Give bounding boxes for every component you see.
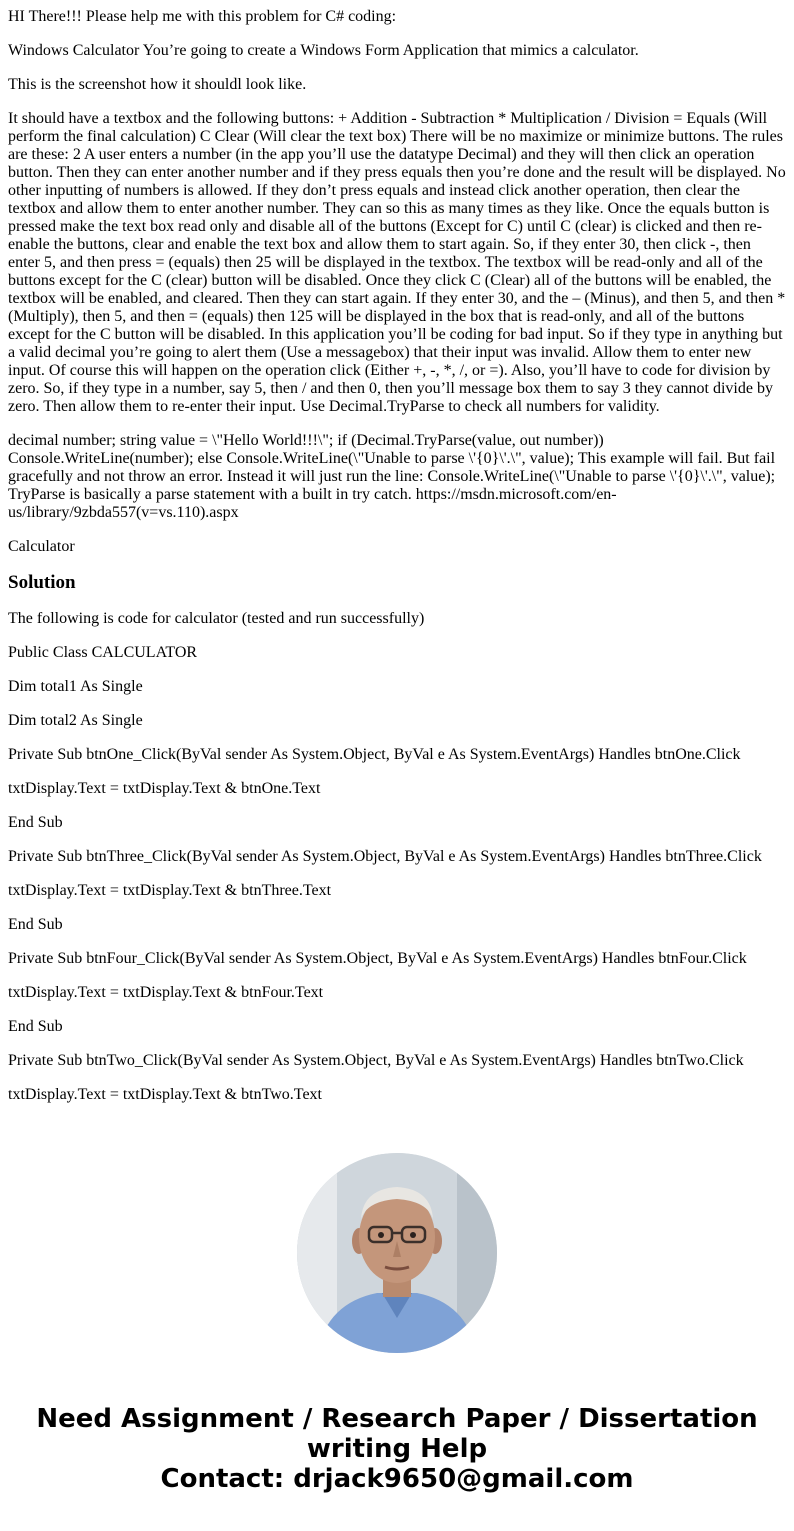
author-portrait-icon	[297, 1153, 497, 1353]
question-title-line: Windows Calculator You’re going to create a Windows Form Application that mimics a calculator.	[8, 42, 639, 59]
solution-line: Dim total1 As Single	[8, 678, 143, 695]
footer-line-2: writing Help	[306, 1434, 488, 1464]
footer-contact: Contact: drjack9650@gmail.com	[160, 1464, 634, 1494]
question-intro: HI There!!! Please help me with this problem for C# coding:	[8, 8, 397, 25]
solution-line: txtDisplay.Text = txtDisplay.Text & btnTwo.Text	[8, 1086, 322, 1103]
author-avatar	[297, 1153, 497, 1353]
solution-line: Private Sub btnFour_Click(ByVal sender As System.Object, ByVal e As System.EventArgs) Handles btnFour.Click	[8, 950, 747, 967]
solution-line: Private Sub btnTwo_Click(ByVal sender As System.Object, ByVal e As System.EventArgs) Handles btnTwo.Click	[8, 1052, 744, 1069]
footer-line-1: Need Assignment / Research Paper / Dissertation	[36, 1404, 758, 1434]
solution-line: The following is code for calculator (tested and run successfully)	[8, 610, 425, 627]
solution-line: txtDisplay.Text = txtDisplay.Text & btnOne.Text	[8, 780, 321, 797]
screenshot-note: This is the screenshot how it shouldl look like.	[8, 76, 307, 93]
solution-line: End Sub	[8, 916, 63, 933]
solution-line: End Sub	[8, 814, 63, 831]
solution-line: Dim total2 As Single	[8, 712, 143, 729]
solution-line: txtDisplay.Text = txtDisplay.Text & btnThree.Text	[8, 882, 332, 899]
solution-line: End Sub	[8, 1018, 63, 1035]
document-body	[0, 8, 794, 1104]
solution-line: Private Sub btnOne_Click(ByVal sender As System.Object, ByVal e As System.EventArgs) Handles btnOne.Click	[8, 746, 741, 763]
solution-line: Private Sub btnThree_Click(ByVal sender As System.Object, ByVal e As System.EventArgs) Handles btnThree.Click	[8, 848, 762, 865]
code-example: decimal number; string value = \"Hello World!!!\"; if (Decimal.TryParse(value, out number)) Console.WriteLine(number); else Console.WriteLine(\"Unable to parse \'{0}\'.\", value); This example will fail. But fail gracefully and not throw an error. Instead it will just run the line: Console.WriteLine(\"Unable to parse \'{0}\'.\", value); TryParse is basically a parse statement with a built in try catch. https://msdn.microsoft.com/en-us/library/9zbda557(v=vs.110).aspx	[8, 432, 776, 521]
solution-heading: Solution	[8, 572, 76, 593]
image-caption: Calculator	[8, 538, 75, 555]
question-requirements: It should have a textbox and the following buttons: + Addition - Subtraction * Multiplication / Division = Equals (Will perform the final calculation) C Clear (Will clear the text box) There will be no maximize or minimize buttons. The rules are these: 2 A user enters a number (in the app you’ll use the datatype Decimal) and they will then click an operation button. Then they can enter another number and if they press equals then you’re done and the result will be displayed. No other inputting of numbers is allowed. If they don’t press equals and instead click another operation, then clear the textbox and allow them to enter another number. They can so this as many times as they like. Once the equals button is pressed make the text box read only and disable all of the buttons (Except for C) until C (clear) is clicked and then re-enable the buttons, clear and enable the text box and allow them to start again. So, if they enter 30, then click -, then enter 5, and then press = (equals) then 25 will be displayed in the textbox. The textbox will be read-only and all of the buttons except for the C (clear) button will be disabled. Once they click C (Clear) all of the buttons will be enabled, the textbox will be enabled, and cleared. Then they can start again. If they enter 30, and the – (Minus), and then 5, and then * (Multiply), then 5, and then = (equals) then 125 will be displayed in the box that is read-only, and all of the buttons except for the C button will be disabled. In this application you’ll be coding for bad input. So if they type in anything but a valid decimal you’re going to alert them (Use a messagebox) that their input was invalid. Allow them to enter new input. Of course this will happen on the operation click (Either +, -, *, /, or =). Also, you’ll have to code for division by zero. So, if they type in a number, say 5, then / and then 0, then you’ll message box them to say 3 they cannot divide by zero. Then allow them to re-enter their input. Use Decimal.TryParse to check all numbers for validity.	[8, 110, 786, 415]
solution-line: Public Class CALCULATOR	[8, 644, 198, 661]
footer-advertisement	[0, 1404, 794, 1494]
solution-line: txtDisplay.Text = txtDisplay.Text & btnFour.Text	[8, 984, 324, 1001]
